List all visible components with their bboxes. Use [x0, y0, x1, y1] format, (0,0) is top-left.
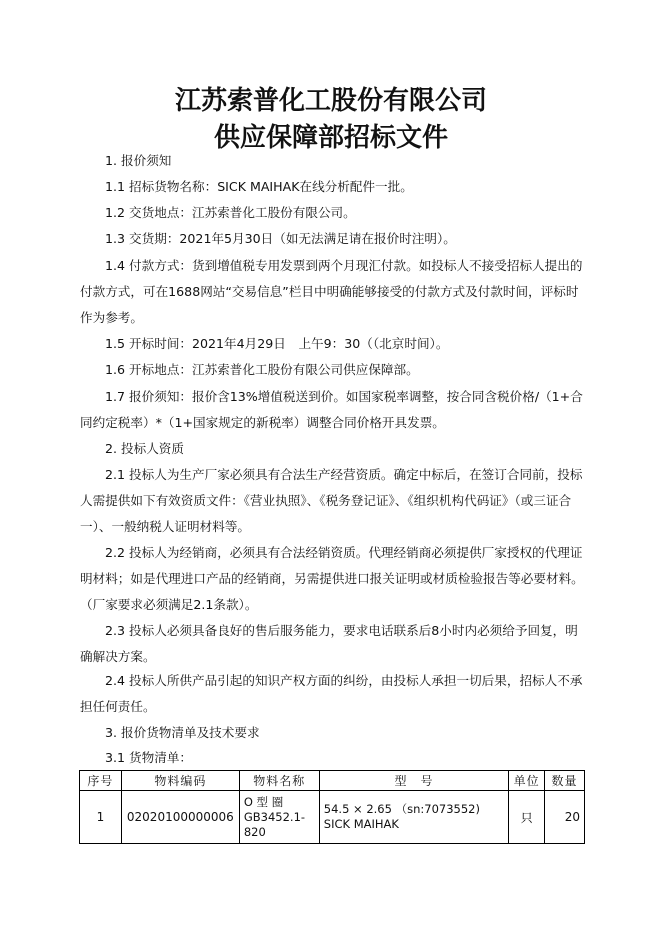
item-1-1: 1.1 招标货物名称：SICK MAIHAK在线分析配件一批。 — [105, 179, 413, 194]
item-1-4: 1.4 付款方式：货到增值税专用发票到两个月现汇付款。如投标人不接受招标人提出的付款方式，可在1688网站“交易信息”栏目中明确能够接受的付款方式及付款时间，评标时作为参考。 — [80, 258, 583, 325]
item-1-5: 1.5 开标时间：2021年4月29日 上午9：30（（北京时间）。 — [105, 336, 449, 351]
item-2-2: 2.2 投标人为经销商，必须具有合法经销资质。代理经销商必须提供厂家授权的代理证明材料；如是代理进口产品的经销商，另需提供进口报关证明或材质检验报告等必要材料。（厂家要求必须满足2.1条款）。 — [80, 545, 584, 612]
item-1-2: 1.2 交货地点：江苏索普化工股份有限公司。 — [105, 205, 356, 220]
column-header-code: 物料编码 — [121, 771, 239, 791]
item-2-1: 2.1 投标人为生产厂家必须具有合法生产经营资质。确定中标后，在签订合同前，投标人需提供如下有效资质文件：《营业执照》、《税务登记证》、《组织机构代码证》（或三证合一）、一般纳税人证明材料等。 — [80, 467, 583, 534]
item-1-7: 1.7 报价须知：报价含13%增值税送到价。如国家税率调整，按合同含税价格/（1+合同约定税率）*（1+国家规定的新税率）调整合同价格开具发票。 — [80, 389, 583, 430]
item-3-1: 3.1 货物清单： — [105, 750, 193, 765]
cell-unit: 只 — [509, 791, 545, 844]
column-header-name: 物料名称 — [239, 771, 319, 791]
table-row — [80, 791, 585, 844]
document-title: 供应保障部招标文件 — [213, 123, 448, 153]
column-header-unit: 单位 — [509, 771, 545, 791]
column-header-model: 型 号 — [319, 771, 508, 791]
company-title: 江苏索普化工股份有限公司 — [174, 86, 487, 116]
goods-table — [79, 770, 585, 844]
cell-no: 1 — [80, 791, 122, 844]
column-header-no: 序号 — [80, 771, 122, 791]
section-heading-2: 2. 投标人资质 — [105, 441, 184, 456]
cell-qty: 20 — [545, 791, 585, 844]
item-1-3: 1.3 交货期：2021年5月30日（如无法满足请在报价时注明）。 — [105, 231, 456, 246]
cell-model: 54.5 × 2.65 （sn:7073552) SICK MAIHAK — [319, 791, 508, 844]
table-header-row — [80, 771, 585, 791]
cell-code: 02020100000006 — [121, 791, 239, 844]
item-2-4: 2.4 投标人所供产品引起的知识产权方面的纠纷，由投标人承担一切后果，招标人不承担任何责任。 — [80, 673, 583, 714]
item-1-6: 1.6 开标地点：江苏索普化工股份有限公司供应保障部。 — [105, 362, 419, 377]
column-header-qty: 数量 — [545, 771, 585, 791]
section-heading-1: 1. 报价须知 — [105, 153, 172, 168]
item-2-3: 2.3 投标人必须具备良好的售后服务能力，要求电话联系后8小时内必须给予回复，明确解决方案。 — [80, 623, 578, 664]
cell-name: O 型 圈 GB3452.1-820 — [239, 791, 319, 844]
section-heading-3: 3. 报价货物清单及技术要求 — [105, 725, 260, 740]
